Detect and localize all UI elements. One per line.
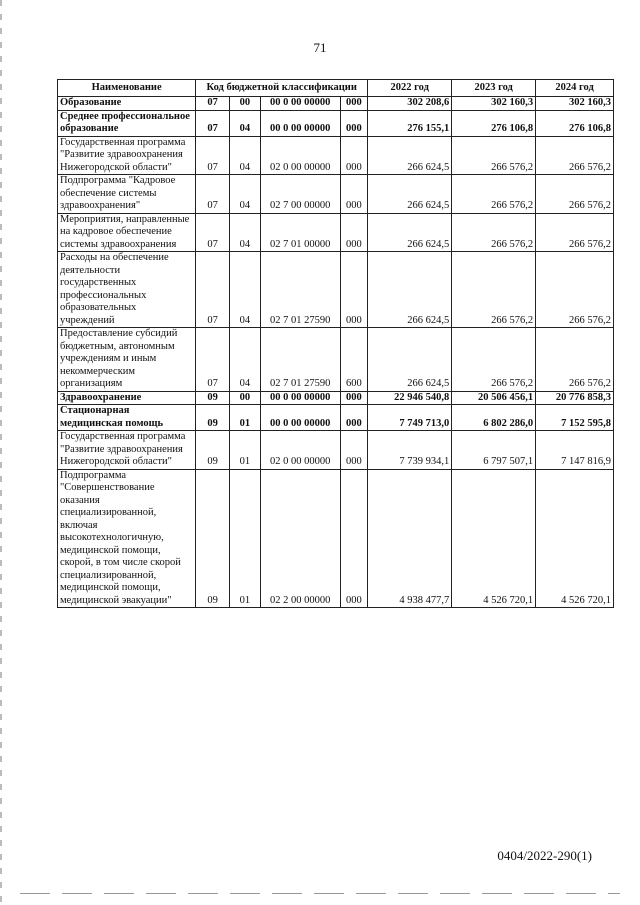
cell-c4: 600 — [340, 328, 368, 392]
cell-c4: 000 — [340, 469, 368, 608]
cell-c2: 04 — [230, 252, 261, 328]
cell-v3: 7 152 595,8 — [536, 405, 614, 431]
cell-c1: 07 — [196, 213, 230, 252]
cell-c3: 02 0 00 00000 — [260, 431, 340, 470]
header-code: Код бюджетной классификации — [196, 80, 368, 97]
cell-c2: 04 — [230, 175, 261, 214]
cell-c1: 07 — [196, 175, 230, 214]
cell-c3: 00 0 00 00000 — [260, 405, 340, 431]
cell-c1: 07 — [196, 252, 230, 328]
cell-c1: 07 — [196, 328, 230, 392]
table-row — [58, 97, 614, 111]
cell-c3: 00 0 00 00000 — [260, 97, 340, 111]
cell-v1: 7 739 934,1 — [368, 431, 452, 470]
cell-v1: 22 946 540,8 — [368, 391, 452, 405]
header-name: Наименование — [58, 80, 196, 97]
cell-c2: 01 — [230, 469, 261, 608]
cell-c1: 09 — [196, 391, 230, 405]
cell-v1: 266 624,5 — [368, 213, 452, 252]
cell-c3: 00 0 00 00000 — [260, 110, 340, 136]
cell-v1: 276 155,1 — [368, 110, 452, 136]
table-row — [58, 431, 614, 470]
cell-v2: 266 576,2 — [452, 328, 536, 392]
header-2024: 2024 год — [536, 80, 614, 97]
cell-v1: 266 624,5 — [368, 136, 452, 175]
cell-c1: 09 — [196, 431, 230, 470]
cell-c1: 07 — [196, 110, 230, 136]
cell-name: Государственная программа "Развитие здравоохранения Нижегородской области" — [58, 431, 196, 470]
cell-c3: 02 0 00 00000 — [260, 136, 340, 175]
cell-c2: 04 — [230, 136, 261, 175]
table-row — [58, 252, 614, 328]
cell-v3: 7 147 816,9 — [536, 431, 614, 470]
cell-c3: 02 7 00 00000 — [260, 175, 340, 214]
cell-v2: 20 506 456,1 — [452, 391, 536, 405]
table-row — [58, 110, 614, 136]
cell-c2: 04 — [230, 328, 261, 392]
cell-v2: 6 802 286,0 — [452, 405, 536, 431]
cell-name: Подпрограмма "Кадровое обеспечение системы здравоохранения" — [58, 175, 196, 214]
cell-name: Среднее профессиональное образование — [58, 110, 196, 136]
cell-c3: 02 7 01 27590 — [260, 328, 340, 392]
cell-name: Стационарная медицинская помощь — [58, 405, 196, 431]
cell-name: Мероприятия, направленные на кадровое обеспечение системы здравоохранения — [58, 213, 196, 252]
cell-v2: 266 576,2 — [452, 213, 536, 252]
cell-c2: 01 — [230, 405, 261, 431]
cell-v2: 302 160,3 — [452, 97, 536, 111]
cell-c2: 00 — [230, 97, 261, 111]
cell-v3: 302 160,3 — [536, 97, 614, 111]
cell-c4: 000 — [340, 110, 368, 136]
cell-c4: 000 — [340, 252, 368, 328]
cell-c2: 04 — [230, 213, 261, 252]
page-number: 71 — [313, 40, 327, 55]
cell-v3: 266 576,2 — [536, 136, 614, 175]
cell-c1: 07 — [196, 136, 230, 175]
cell-c3: 00 0 00 00000 — [260, 391, 340, 405]
cell-c2: 01 — [230, 431, 261, 470]
cell-v1: 266 624,5 — [368, 328, 452, 392]
cell-v3: 266 576,2 — [536, 175, 614, 214]
cell-name: Образование — [58, 97, 196, 111]
bottom-divider — [20, 893, 620, 894]
cell-c2: 04 — [230, 110, 261, 136]
cell-c1: 07 — [196, 97, 230, 111]
cell-v1: 266 624,5 — [368, 175, 452, 214]
page-edge — [0, 0, 2, 905]
cell-v1: 4 938 477,7 — [368, 469, 452, 608]
cell-c1: 09 — [196, 469, 230, 608]
table-row — [58, 213, 614, 252]
table-row — [58, 405, 614, 431]
cell-c4: 000 — [340, 405, 368, 431]
table-row — [58, 136, 614, 175]
cell-c3: 02 2 00 00000 — [260, 469, 340, 608]
cell-v2: 276 106,8 — [452, 110, 536, 136]
cell-c2: 00 — [230, 391, 261, 405]
cell-v3: 20 776 858,3 — [536, 391, 614, 405]
cell-v1: 302 208,6 — [368, 97, 452, 111]
cell-c4: 000 — [340, 431, 368, 470]
cell-c4: 000 — [340, 97, 368, 111]
cell-v2: 4 526 720,1 — [452, 469, 536, 608]
document-code: 0404/2022-290(1) — [497, 848, 592, 863]
cell-v3: 266 576,2 — [536, 328, 614, 392]
cell-v2: 266 576,2 — [452, 252, 536, 328]
cell-v1: 7 749 713,0 — [368, 405, 452, 431]
cell-name: Предоставление субсидий бюджетным, автономным учреждениям и иным некоммерческим организациям — [58, 328, 196, 392]
cell-v2: 266 576,2 — [452, 175, 536, 214]
cell-name: Подпрограмма "Совершенствование оказания специализированной, включая высокотехнологичную, медицинской помощи, скорой, в том числе скорой специализированной, медицинской помощи, медицинской эвакуации" — [58, 469, 196, 608]
header-2022: 2022 год — [368, 80, 452, 97]
cell-v3: 266 576,2 — [536, 252, 614, 328]
cell-v2: 6 797 507,1 — [452, 431, 536, 470]
table-header-row — [58, 80, 614, 97]
table-row — [58, 175, 614, 214]
cell-name: Государственная программа "Развитие здравоохранения Нижегородской области" — [58, 136, 196, 175]
cell-v3: 266 576,2 — [536, 213, 614, 252]
table-row — [58, 469, 614, 608]
cell-c4: 000 — [340, 213, 368, 252]
cell-v3: 4 526 720,1 — [536, 469, 614, 608]
cell-c3: 02 7 01 27590 — [260, 252, 340, 328]
table-row — [58, 391, 614, 405]
cell-name: Здравоохранение — [58, 391, 196, 405]
cell-c4: 000 — [340, 391, 368, 405]
cell-v2: 266 576,2 — [452, 136, 536, 175]
header-2023: 2023 год — [452, 80, 536, 97]
cell-v3: 276 106,8 — [536, 110, 614, 136]
cell-name: Расходы на обеспечение деятельности государственных профессиональных образовательных учреждений — [58, 252, 196, 328]
cell-c3: 02 7 01 00000 — [260, 213, 340, 252]
budget-table — [57, 79, 614, 608]
cell-c1: 09 — [196, 405, 230, 431]
cell-c4: 000 — [340, 175, 368, 214]
cell-v1: 266 624,5 — [368, 252, 452, 328]
cell-c4: 000 — [340, 136, 368, 175]
table-row — [58, 328, 614, 392]
